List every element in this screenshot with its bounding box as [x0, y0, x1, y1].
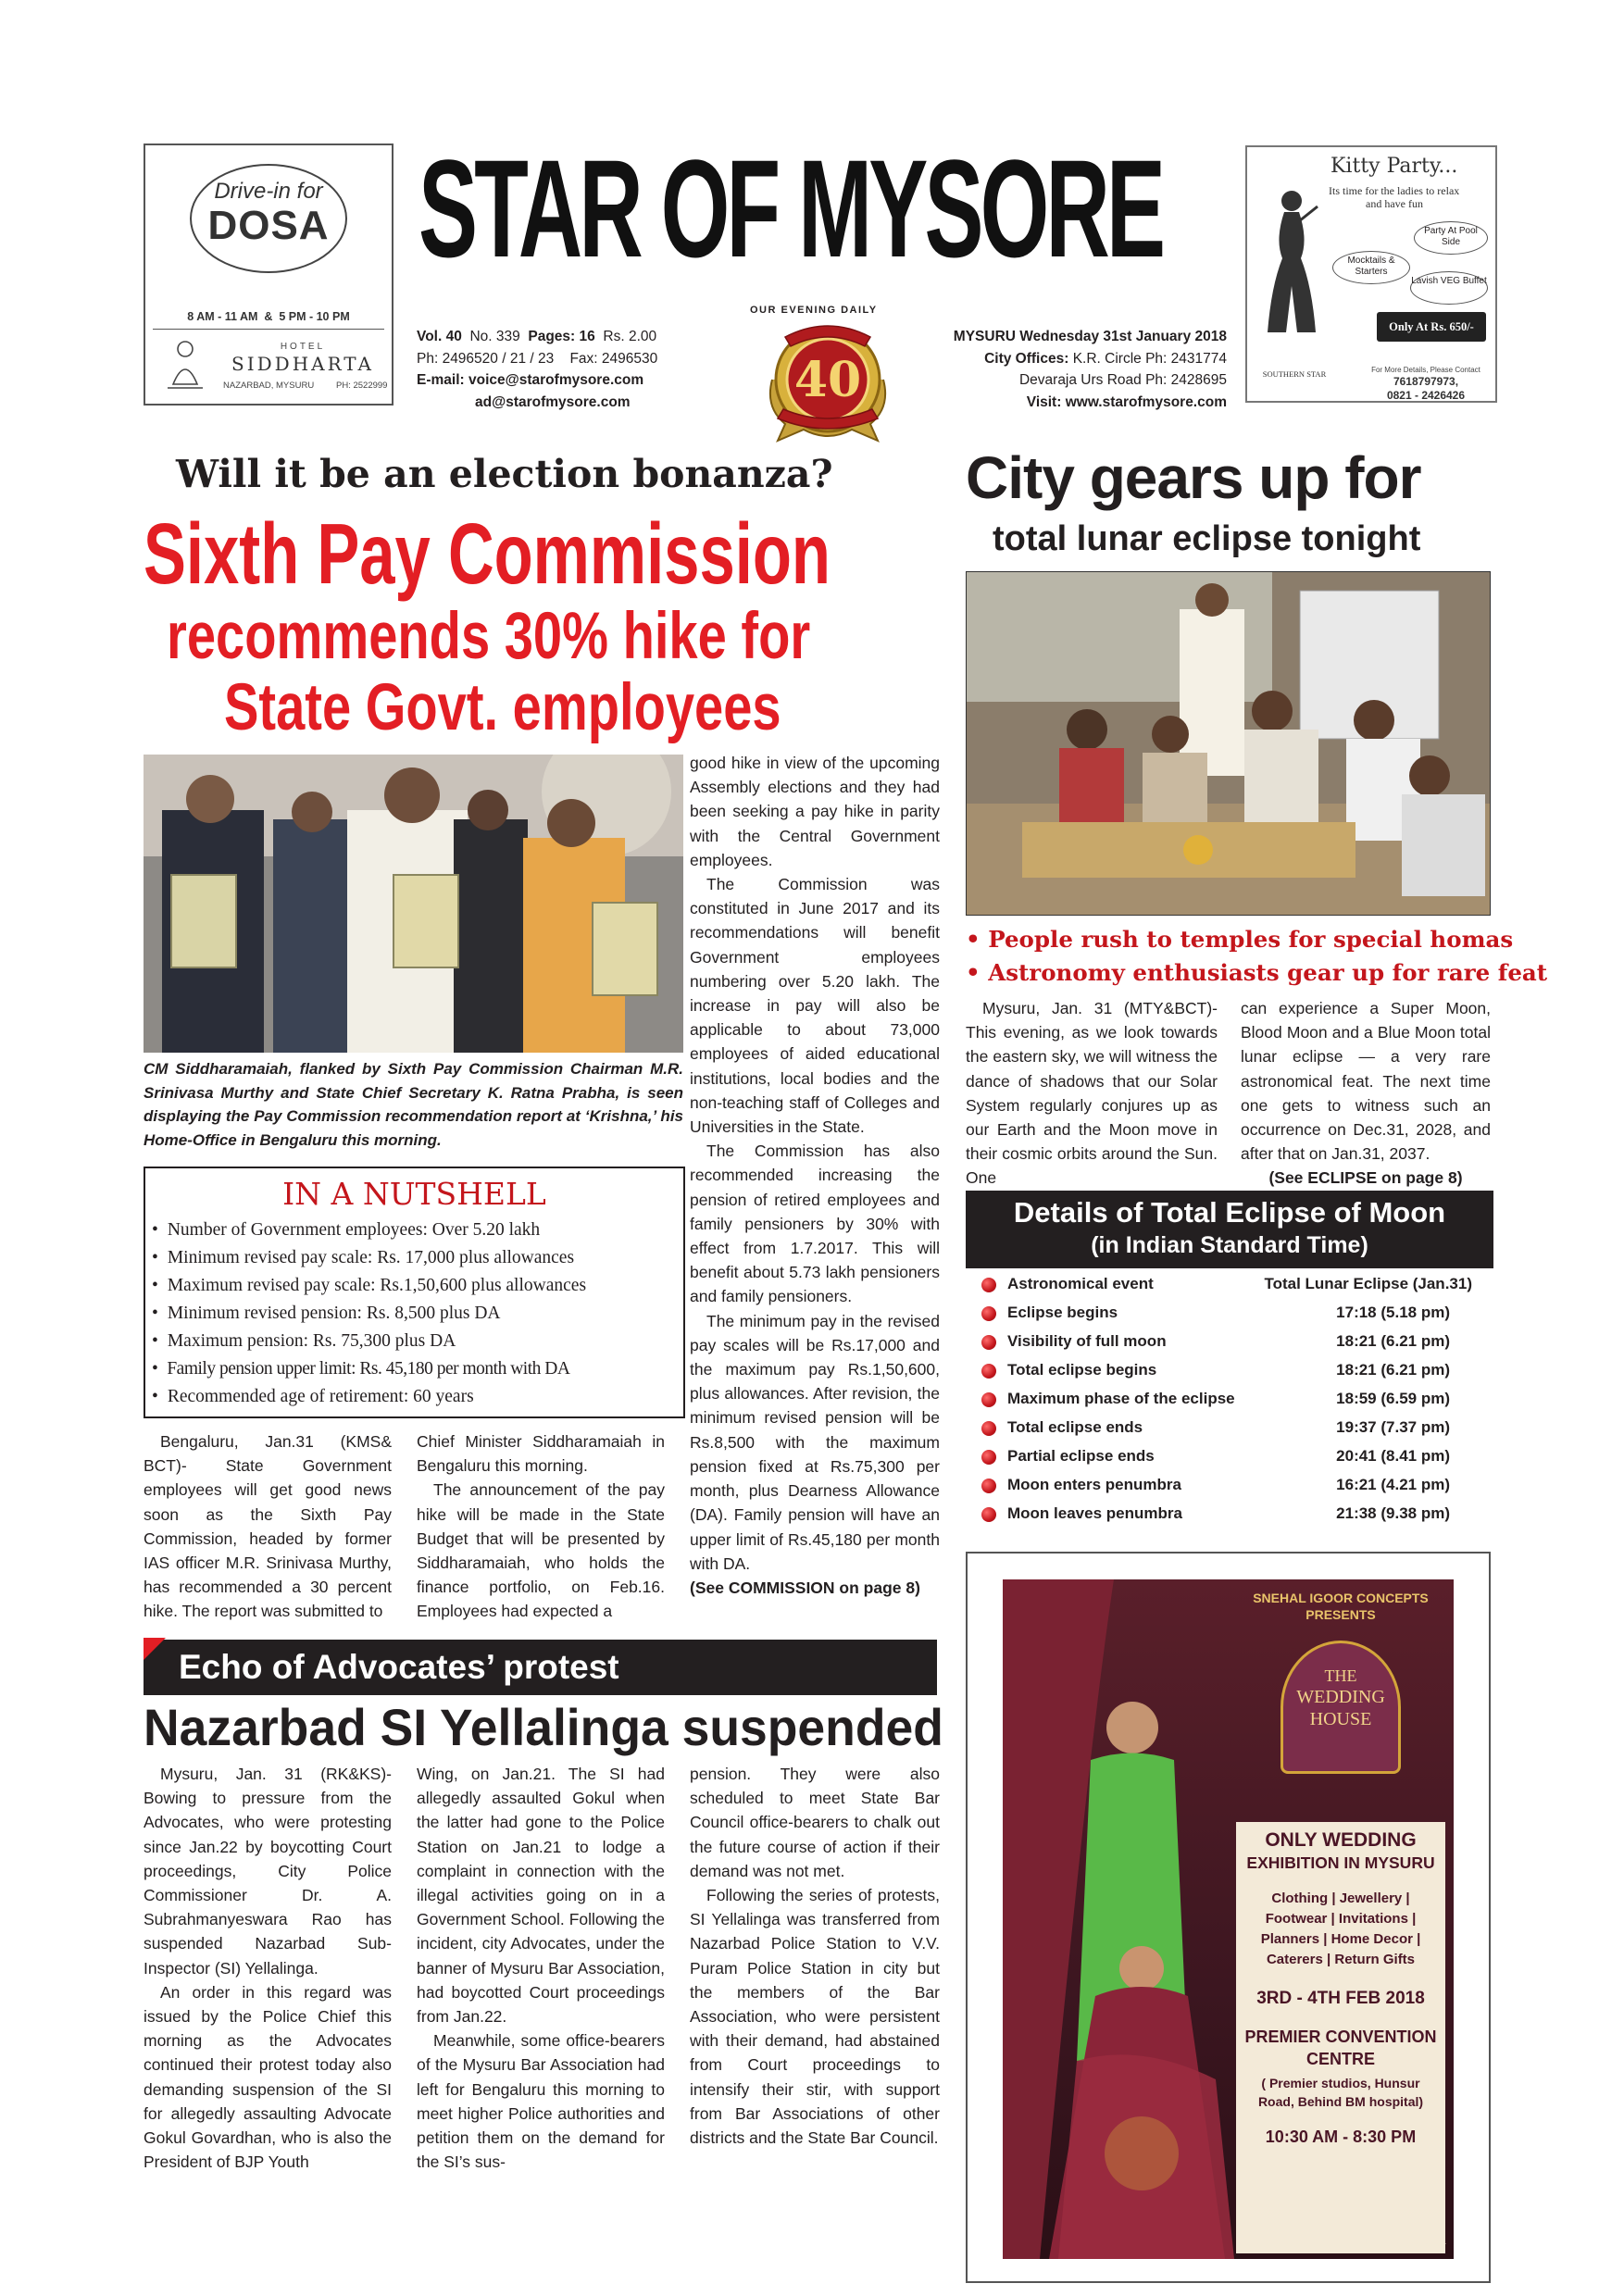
- masthead-info-left: [417, 326, 750, 413]
- lead-col3-p1: good hike in view of the upcoming Assembly elections and they had been seeking a pay hike in parity with the Central Government employees.: [690, 754, 940, 869]
- vol: Vol. 40: [417, 329, 462, 344]
- nutshell-item: • Minimum revised pension: Rs. 8,500 plus DA: [152, 1300, 586, 1328]
- adv-col1-p2: An order in this regard was issued by the Police Chief this morning as the Advocates continued their protest today also demanding suspension of the SI for allegedly assaulting Advocate Gokul Govardhan, who is also the President of BJP Youth: [144, 1982, 392, 2172]
- fax: Fax: 2496530: [569, 350, 658, 367]
- lead-col3-p4: The minimum pay in the revised pay scales will be Rs.17,000 and the maximum pay Rs.1,50,600, plus allowances. After revision, the minimum revised pension will be Rs.8,500 with the maximum pension fixed at Rs.75,300 per month, plus Dearness Allowance (DA). Family pension will have an upper limit of Rs.45,180 per month with DA.: [690, 1311, 940, 1573]
- temple-homa-photo: [966, 571, 1491, 916]
- logo-line-2: WEDDING: [1296, 1687, 1385, 1707]
- row-event: Partial eclipse ends: [1007, 1447, 1155, 1465]
- bullet-icon: [981, 1421, 996, 1436]
- ad-venue-3: ( Premier studios, Hunsur: [1261, 2076, 1420, 2090]
- bubble-pool-text: Party At Pool Side: [1424, 226, 1478, 247]
- lady-silhouette-icon: [1258, 184, 1325, 342]
- eclipse-table: [972, 1272, 1491, 1531]
- masthead-info-right: [884, 326, 1227, 413]
- southern-star-brand: SOUTHERN STAR: [1262, 369, 1327, 379]
- eclipse-table-row: [972, 1387, 1472, 1416]
- row-event: Total eclipse ends: [1007, 1418, 1143, 1436]
- row-event: Moon enters penumbra: [1007, 1476, 1181, 1493]
- eclipse-col1-text: Mysuru, Jan. 31 (MTY&BCT)- This evening, as we look towards the eastern sky, we will witness the dance of shadows that our Solar System regularly conjures up as our Earth and the Moon move in their cosmic orbits around the Sun. One: [966, 999, 1218, 1188]
- ad-dosa: DOSA: [207, 203, 330, 248]
- lead-col1-text: Bengaluru, Jan.31 (KMS& BCT)- State Government employees will get good news soon as the Sixth Pay Commission, headed by former IAS officer M.R. Srinivasa Murthy, has recommended a 30 percent hike. The report was submitted to: [144, 1432, 392, 1621]
- logo-line-1: THE: [1324, 1666, 1357, 1685]
- masthead-title: STAR OF MYSORE: [418, 131, 1163, 286]
- lead-col-1: [144, 1429, 392, 1624]
- issue-no: No. 339: [469, 329, 520, 344]
- row-time: 20:41 (8.41 pm): [1336, 1447, 1450, 1465]
- adv-col3-p1: pension. They were also scheduled to meet State Bar Council office-bearers to chalk out the future course of action if their demand was not met.: [690, 1765, 940, 1880]
- nutshell-item: • Family pension upper limit: Rs. 45,180 per month with DA: [152, 1355, 586, 1383]
- eclipse-bullet-2: • Astronomy enthusiasts gear up for rare feat: [966, 959, 1548, 986]
- row-time: 19:37 (7.37 pm): [1336, 1418, 1450, 1436]
- ad-cats-1: Clothing | Jewellery |: [1271, 1890, 1410, 1906]
- ad-venue-2: CENTRE: [1305, 2050, 1375, 2068]
- bullet-icon: [981, 1450, 996, 1465]
- lead-col-2: [417, 1429, 665, 1624]
- ad-drive-in: Drive-in for: [214, 179, 323, 204]
- lead-col-3: [690, 751, 940, 1600]
- eclipse-bullet-1: • People rush to temples for special homas: [966, 926, 1514, 953]
- eclipse-table-title: Details of Total Eclipse of Moon: [1013, 1196, 1446, 1229]
- emblem-number: 40: [793, 352, 862, 408]
- phone: Ph: 2496520 / 21 / 23: [417, 350, 555, 367]
- kitty-phone2: 0821 - 2426426: [1386, 389, 1466, 402]
- eclipse-table-head-row: [972, 1272, 1472, 1301]
- eclipse-table-row: [972, 1444, 1472, 1473]
- logo-line-3: HOUSE: [1309, 1709, 1372, 1729]
- eclipse-headline-2: total lunar eclipse tonight: [993, 519, 1421, 558]
- devaraja-office: Devaraja Urs Road Ph: 2428695: [1018, 372, 1227, 388]
- nutshell-item: • Recommended age of retirement: 60 years: [152, 1383, 586, 1411]
- adv-col2-p2: Meanwhile, some office-bearers of the Mysuru Bar Association had left for Bengaluru this morning to meet higher Police authorities and petition them on the demand for the SI’s sus-: [417, 2031, 665, 2172]
- bubble-buffet: [1410, 271, 1488, 305]
- ad-venue-4: Road, Behind BM hospital): [1257, 2094, 1424, 2109]
- pages: Pages: 16: [528, 329, 595, 344]
- bullet-icon: [981, 1507, 996, 1522]
- nutshell-item: • Maximum pension: Rs. 75,300 plus DA: [152, 1328, 586, 1355]
- lead-col2-p1: Chief Minister Siddharamaiah in Bengaluru this morning.: [417, 1432, 665, 1476]
- eclipse-col-1: [966, 996, 1218, 1191]
- ad-cats-2: Footwear | Invitations |: [1265, 1911, 1417, 1927]
- row-event: Total eclipse begins: [1007, 1361, 1157, 1379]
- eclipse-table-row: [972, 1473, 1472, 1502]
- nutshell-item: • Number of Government employees: Over 5.20 lakh: [152, 1217, 586, 1244]
- bullet-icon: [981, 1306, 996, 1321]
- wedding-house-ad: [966, 1552, 1491, 2283]
- head-event: Astronomical event: [1007, 1275, 1154, 1292]
- eclipse-table-row: [972, 1358, 1472, 1387]
- ad-time: 10:30 AM - 8:30 PM: [1265, 2128, 1417, 2146]
- buddha-icon: [166, 338, 205, 392]
- eclipse-table-header: [966, 1191, 1493, 1268]
- kitty-phone1: 7618797973,: [1393, 375, 1459, 388]
- bullet-icon: [981, 1392, 996, 1407]
- kitty-title: Kitty Party...: [1330, 155, 1458, 178]
- lead-col3-p3: The Commission has also recommended increasing the pension of retired employees and family pensioners by 30% with effect from 1.7.2017. This will benefit about 5.73 lakh pensioners and family pensioners.: [690, 1142, 940, 1306]
- kitty-price: Only At Rs. 650/-: [1377, 312, 1486, 342]
- nutshell-item: • Minimum revised pay scale: Rs. 17,000 plus allowances: [152, 1244, 586, 1272]
- siddharta-ad: [144, 144, 394, 406]
- presenter-1: SNEHAL IGOOR CONCEPTS: [1253, 1591, 1429, 1605]
- wedding-ad-artwork: [1003, 1579, 1454, 2259]
- adv-col2-p1: Wing, on Jan.21. The SI had allegedly assaulted Gokul when the latter had gone to the Police Station on Jan.21 to lodge a complaint in connection with the illegal activities going on in a Government School. Following the incident, city Advocates, under the banner of Mysuru Bar Association, had boycotted Court proceedings from Jan.22.: [417, 1765, 665, 2027]
- anniversary-emblem: [757, 315, 898, 444]
- city-offices-label: City Offices:: [984, 350, 1069, 367]
- adv-col-2: [417, 1762, 665, 2174]
- row-time: 16:21 (4.21 pm): [1336, 1476, 1450, 1493]
- banner-text: Echo of Advocates’ protest: [179, 1648, 619, 1686]
- ad-title-1: ONLY WEDDING: [1265, 1829, 1417, 1851]
- ad-siddharta: SIDDHARTA: [231, 353, 374, 375]
- row-time: 18:21 (6.21 pm): [1336, 1332, 1450, 1350]
- row-time: 18:59 (6.59 pm): [1336, 1390, 1450, 1407]
- row-time: 18:21 (6.21 pm): [1336, 1361, 1450, 1379]
- bullet-icon: [981, 1335, 996, 1350]
- advocates-headline: Nazarbad SI Yellalinga suspended: [144, 1698, 943, 1756]
- ad-hotel: HOTEL: [280, 342, 326, 352]
- adv-col-3: [690, 1762, 940, 2150]
- ad-contact: CONTACT US: +91 98455 45914, +91 98862 41891: [1241, 2237, 1446, 2247]
- adv-col1-p1: Mysuru, Jan. 31 (RK&KS)- Bowing to pressure from the Advocates, who were protesting since Jan.22 by boycotting Court proceedings, City Police Commissioner Dr. A. Subrahmanyeswara Rao has suspended Nazarbad Sub-Inspector (SI) Yellalinga.: [144, 1765, 392, 1978]
- kitty-party-ad: [1245, 145, 1497, 403]
- nutshell-item: • Maximum revised pay scale: Rs.1,50,600 plus allowances: [152, 1272, 586, 1300]
- wedding-info-panel: [1236, 1822, 1445, 2253]
- ad-title-2: EXHIBITION IN MYSURU: [1246, 1853, 1435, 1872]
- kitty-sub2: and have fun: [1366, 197, 1423, 210]
- row-time: 21:38 (9.38 pm): [1336, 1504, 1450, 1522]
- lead-headline-1: Sixth Pay Commission: [144, 505, 831, 602]
- bubble-mocktails-text: Mocktails & Starters: [1347, 256, 1395, 277]
- lead-jump-ref[interactable]: (See COMMISSION on page 8): [690, 1578, 920, 1597]
- ad-venue-1: PREMIER CONVENTION: [1244, 2028, 1437, 2046]
- eclipse-table-subtitle: (in Indian Standard Time): [1091, 1232, 1368, 1258]
- banner-red-corner: [144, 1638, 166, 1660]
- presenter-2: PRESENTS: [1305, 1607, 1376, 1622]
- ad-phone: PH: 2522999: [336, 381, 388, 391]
- lead-col3-p2: The Commission was constituted in June 2017 and its recommendations will benefit Government employees numbering over 5.20 lakh. The increase in pay will also be applicable to about 73,000 employees of aided educational institutions, local bodies and the non-teaching staff of Colleges and Universities in the State.: [690, 875, 940, 1137]
- bubble-mocktails: [1332, 251, 1410, 284]
- row-event: Maximum phase of the eclipse: [1007, 1390, 1235, 1407]
- kitty-sub1: Its time for the ladies to relax: [1329, 184, 1460, 197]
- wedding-house-logo: [1280, 1641, 1401, 1774]
- adv-col3-p2: Following the series of protests, SI Yellalinga was transferred from Nazarbad Police Station to V.V. Puram Police Station in city but the members of the Bar Association, who were persistent with their demand, had abstained from Court proceedings to intensify their stir, with support from Bar Associations of other districts and the State Bar Council.: [690, 1886, 940, 2148]
- bullet-icon: [981, 1364, 996, 1379]
- issue-date: MYSURU Wednesday 31st January 2018: [953, 329, 1227, 344]
- ad-cats-4: Caterers | Return Gifts: [1266, 1952, 1416, 1967]
- kitty-contact: For More Details, Please Contact: [1371, 366, 1480, 374]
- eclipse-col-2: [1241, 996, 1491, 1191]
- email-1[interactable]: voice@starofmysore.com: [468, 372, 644, 388]
- price: Rs. 2.00: [603, 329, 657, 344]
- eclipse-table-row: [972, 1502, 1472, 1530]
- nutshell-box: [144, 1167, 685, 1418]
- eclipse-table-row: [972, 1301, 1472, 1329]
- eclipse-table-row: [972, 1416, 1472, 1444]
- lead-kicker: Will it be an election bonanza?: [176, 452, 833, 496]
- bullet-icon: [981, 1479, 996, 1493]
- row-time: 17:18 (5.18 pm): [1336, 1304, 1450, 1321]
- row-event: Moon leaves penumbra: [1007, 1504, 1182, 1522]
- bullet-icon: [981, 1278, 996, 1292]
- bubble-buffet-text: Lavish VEG Buffet: [1411, 276, 1487, 286]
- head-time: Total Lunar Eclipse (Jan.31): [1264, 1275, 1472, 1292]
- nutshell-title: IN A NUTSHELL: [282, 1176, 546, 1212]
- email-2[interactable]: ad@starofmysore.com: [475, 393, 631, 410]
- city-offices: K.R. Circle Ph: 2431774: [1072, 350, 1227, 367]
- ad-dates: 3RD - 4TH FEB 2018: [1256, 1989, 1425, 2008]
- eclipse-col2-text: can experience a Super Moon, Blood Moon and a Blue Moon total lunar eclipse — a very rare astronomical feat. The next time one gets to witness such an occurrence on Dec.31, 2028, and after that on Jan.31, 2037.: [1241, 999, 1491, 1164]
- website-link[interactable]: www.starofmysore.com: [1065, 393, 1227, 410]
- ad-cats-3: Planners | Home Decor |: [1260, 1931, 1421, 1947]
- nutshell-list: [152, 1217, 586, 1411]
- dosa-emblem: [190, 164, 347, 273]
- ad-address: NAZARBAD, MYSURU: [223, 381, 315, 391]
- email-label: E-mail:: [417, 372, 465, 388]
- cm-report-photo: [144, 755, 683, 1053]
- ad-hours: 8 AM - 11 AM & 5 PM - 10 PM: [187, 310, 350, 323]
- advocates-banner: [144, 1640, 937, 1695]
- eclipse-headline-1: City gears up for: [966, 444, 1421, 511]
- eclipse-jump-ref[interactable]: (See ECLIPSE on page 8): [1268, 1168, 1463, 1188]
- adv-col-1: [144, 1762, 392, 2174]
- lead-col2-p2: The announcement of the pay hike will be made in the State Budget that will be presented by Siddharamaiah, who holds the finance portfolio, on Feb.16. Employees had expected a: [417, 1480, 665, 1621]
- lead-headline-3: State Govt. employees: [224, 671, 781, 744]
- bubble-pool: [1414, 221, 1488, 255]
- ad-divider: [153, 329, 384, 330]
- lead-headline-2: recommends 30% hike for: [167, 600, 811, 673]
- eclipse-table-row: [972, 1329, 1472, 1358]
- visit-label: Visit:: [1026, 393, 1062, 410]
- row-event: Visibility of full moon: [1007, 1332, 1167, 1350]
- tagline: OUR EVENING DAILY: [750, 305, 878, 316]
- row-event: Eclipse begins: [1007, 1304, 1118, 1321]
- lead-photo-caption: CM Siddharamaiah, flanked by Sixth Pay Commission Chairman M.R. Srinivasa Murthy and State Chief Secretary K. Ratna Prabha, is seen displaying the Pay Commission recommendation report at ‘Krishna,’ his Home-Office in Bengaluru this morning.: [144, 1060, 683, 1149]
